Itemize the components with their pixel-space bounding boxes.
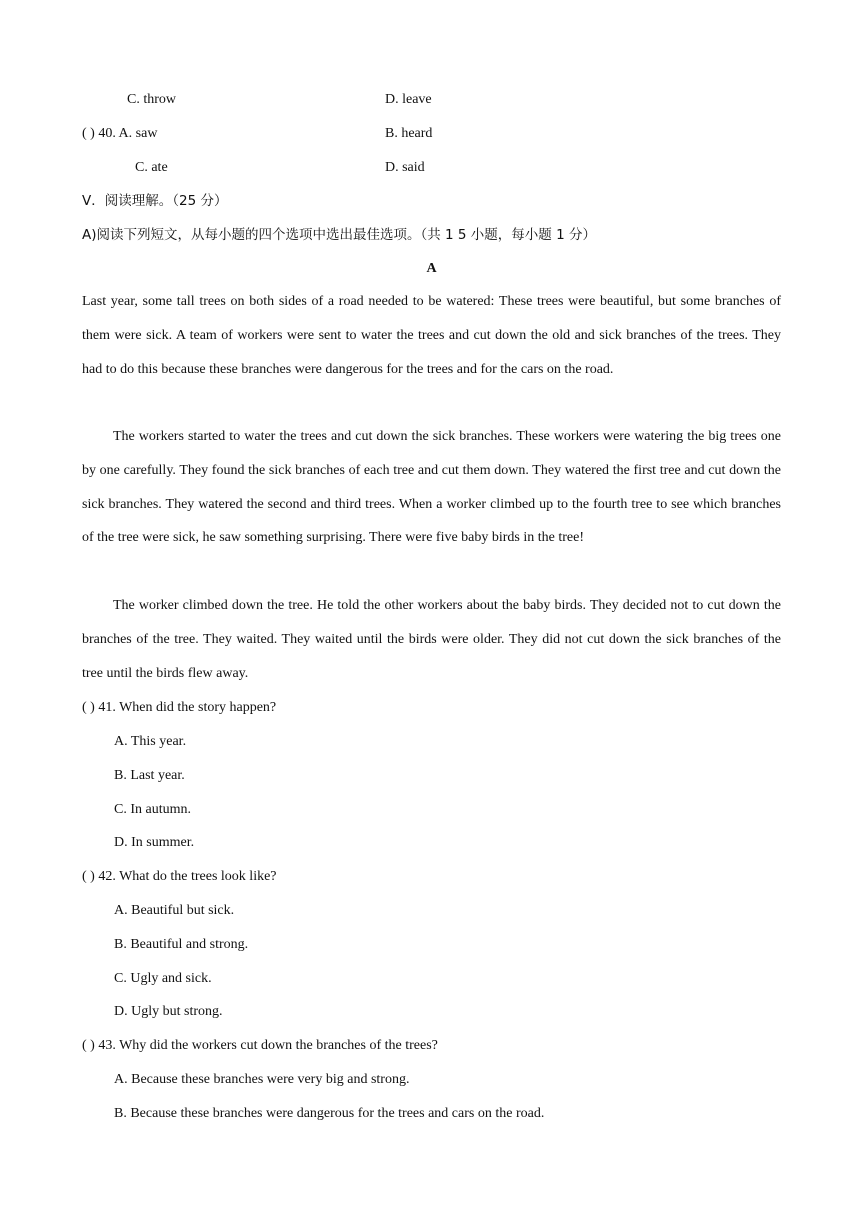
q42-option-c: C. Ugly and sick. — [114, 971, 212, 986]
q41-option-a: A. This year. — [114, 734, 187, 749]
passage-paragraph-1: Last year, some tall trees on both sides of a road needed to be watered: These trees were beautiful, but some branches of them were sick. A team of workers were sent to water the trees and cut down the old and sick branches of the trees. They had to do this because these branches were dangerous for the trees and for the cars on the road. — [82, 294, 781, 377]
q39-option-c: C. throw — [127, 92, 176, 107]
section-heading: V．阅读理解。（25 分） — [82, 193, 228, 209]
q41-option-d: D. In summer. — [114, 835, 195, 850]
passage-paragraph-3: The worker climbed down the tree. He told the other workers about the baby birds. They decided not to cut down the branches of the tree. They waited. They waited until the birds were older. They did not cut down the sick branches of the tree until the birds flew away. — [82, 598, 781, 681]
q39-option-d: D. leave — [385, 92, 432, 107]
q43-option-a: A. Because these branches were very big and strong. — [114, 1072, 410, 1087]
q43-stem: ( ) 43. Why did the workers cut down the branches of the trees? — [82, 1038, 438, 1053]
q40-option-d: D. said — [385, 160, 425, 175]
q43-option-b: B. Because these branches were dangerous for the trees and cars on the road. — [114, 1106, 545, 1121]
passage-paragraph-2: The workers started to water the trees and cut down the sick branches. These workers were watering the big trees one by one carefully. They found the sick branches of each tree and cut them down. They watered the first tree and cut down the sick branches. They watered the second and third trees. When a worker climbed up to the fourth tree to see which branches of the tree were sick, he saw something surprising. There were five baby birds in the tree! — [82, 429, 781, 546]
q42-option-a: A. Beautiful but sick. — [114, 903, 235, 918]
q41-stem: ( ) 41. When did the story happen? — [82, 700, 277, 715]
q40-option-c: C. ate — [135, 160, 168, 175]
q42-option-d: D. Ugly but strong. — [114, 1004, 223, 1019]
q40-option-b: B. heard — [385, 126, 433, 141]
q42-stem: ( ) 42. What do the trees look like? — [82, 869, 277, 884]
q41-option-b: B. Last year. — [114, 768, 185, 783]
q41-option-c: C. In autumn. — [114, 802, 191, 817]
q40-stem: ( ) 40. A. saw — [82, 126, 158, 141]
section-instructions: A)阅读下列短文，从每小题的四个选项中选出最佳选项。（共 1 5 小题，每小题 1 分） — [82, 227, 596, 243]
passage-letter: A — [426, 261, 437, 276]
q42-option-b: B. Beautiful and strong. — [114, 937, 249, 952]
